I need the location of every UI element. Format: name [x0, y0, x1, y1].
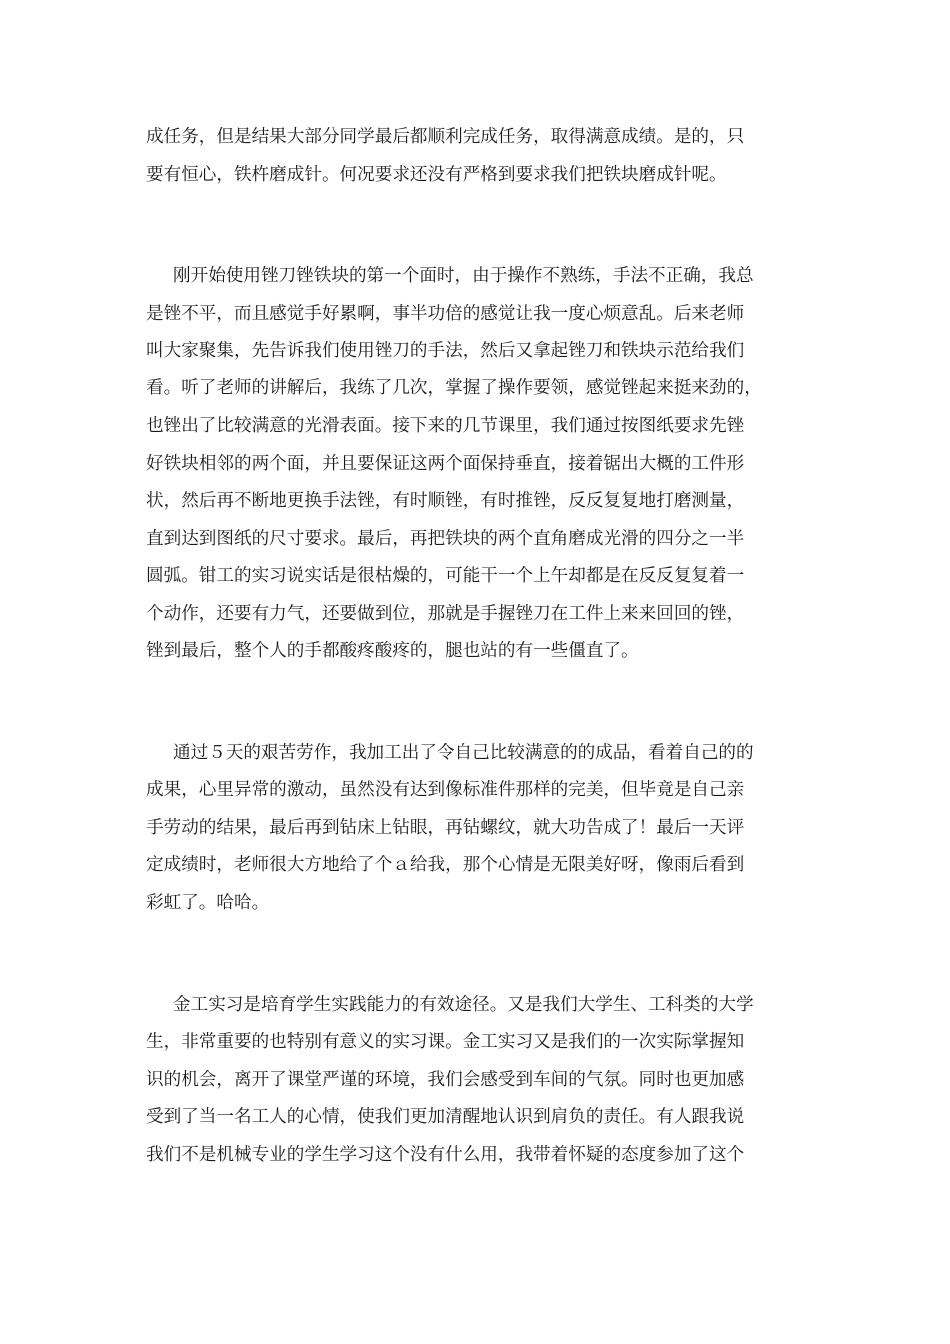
paragraph-2-line-7: 状，然后再不断地更换手法锉，有时顺锉，有时推锉，反反复复地打磨测量， — [146, 491, 745, 511]
paragraph-2-line-1: 刚开始使用锉刀锉铁块的第一个面时，由于操作不熟练，手法不正确，我总 — [173, 266, 754, 286]
paragraph-2-line-5: 也锉出了比较满意的光滑表面。接下来的几节课里，我们通过按图纸要求先锉 — [146, 416, 745, 436]
paragraph-2-line-11: 锉到最后，整个人的手都酸疼酸疼的，腿也站的有一些僵直了。 — [146, 641, 639, 661]
paragraph-4-line-4: 受到了当一名工人的心情，使我们更加清醒地认识到肩负的责任。有人跟我说 — [146, 1107, 745, 1127]
paragraph-3-line-1: 通过５天的艰苦劳作，我加工出了令自己比较满意的的成品，看着自己的的 — [173, 743, 754, 763]
paragraph-2-line-6: 好铁块相邻的两个面，并且要保证这两个面保持垂直，接着锯出大概的工件形 — [146, 454, 745, 474]
paragraph-2-line-3: 叫大家聚集，先告诉我们使用锉刀的手法，然后又拿起锉刀和铁块示范给我们 — [146, 341, 745, 361]
paragraph-2-line-4: 看。听了老师的讲解后，我练了几次，掌握了操作要领，感觉锉起来挺来劲的， — [146, 378, 762, 398]
paragraph-3-line-2: 成果，心里异常的激动，虽然没有达到像标准件那样的完美，但毕竟是自己亲 — [146, 780, 745, 800]
paragraph-2-line-2: 是锉不平，而且感觉手好累啊，事半功倍的感觉让我一度心烦意乱。后来老师 — [146, 304, 745, 324]
paragraph-3-line-3: 手劳动的结果，最后再到钻床上钻眼，再钻螺纹，就大功告成了！最后一天评 — [146, 818, 745, 838]
paragraph-3-line-5: 彩虹了。哈哈。 — [146, 893, 270, 913]
paragraph-2-line-8: 直到达到图纸的尺寸要求。最后，再把铁块的两个直角磨成光滑的四分之一半 — [146, 529, 745, 549]
paragraph-3-line-4: 定成绩时，老师很大方地给了个ａ给我，那个心情是无限美好呀，像雨后看到 — [146, 855, 745, 875]
paragraph-4-line-2: 生，非常重要的也特别有意义的实习课。金工实习又是我们的一次实际掌握知 — [146, 1032, 745, 1052]
paragraph-1-line-2: 要有恒心，铁杵磨成针。何况要求还没有严格到要求我们把铁块磨成针呢。 — [146, 165, 727, 185]
paragraph-4-line-3: 识的机会，离开了课堂严谨的环境，我们会感受到车间的气氛。同时也更加感 — [146, 1070, 745, 1090]
paragraph-4-line-1: 金工实习是培育学生实践能力的有效途径。又是我们大学生、工科类的大学 — [173, 995, 754, 1015]
paragraph-2-line-10: 个动作，还要有力气，还要做到位，那就是手握锉刀在工件上来来回回的锉， — [146, 604, 745, 624]
paragraph-4-line-5: 我们不是机械专业的学生学习这个没有什么用，我带着怀疑的态度参加了这个 — [146, 1145, 745, 1165]
paragraph-2-line-9: 圆弧。钳工的实习说实话是很枯燥的，可能干一个上午却都是在反反复复着一 — [146, 566, 745, 586]
paragraph-1-line-1: 成任务，但是结果大部分同学最后都顺利完成任务，取得满意成绩。是的，只 — [146, 127, 745, 147]
